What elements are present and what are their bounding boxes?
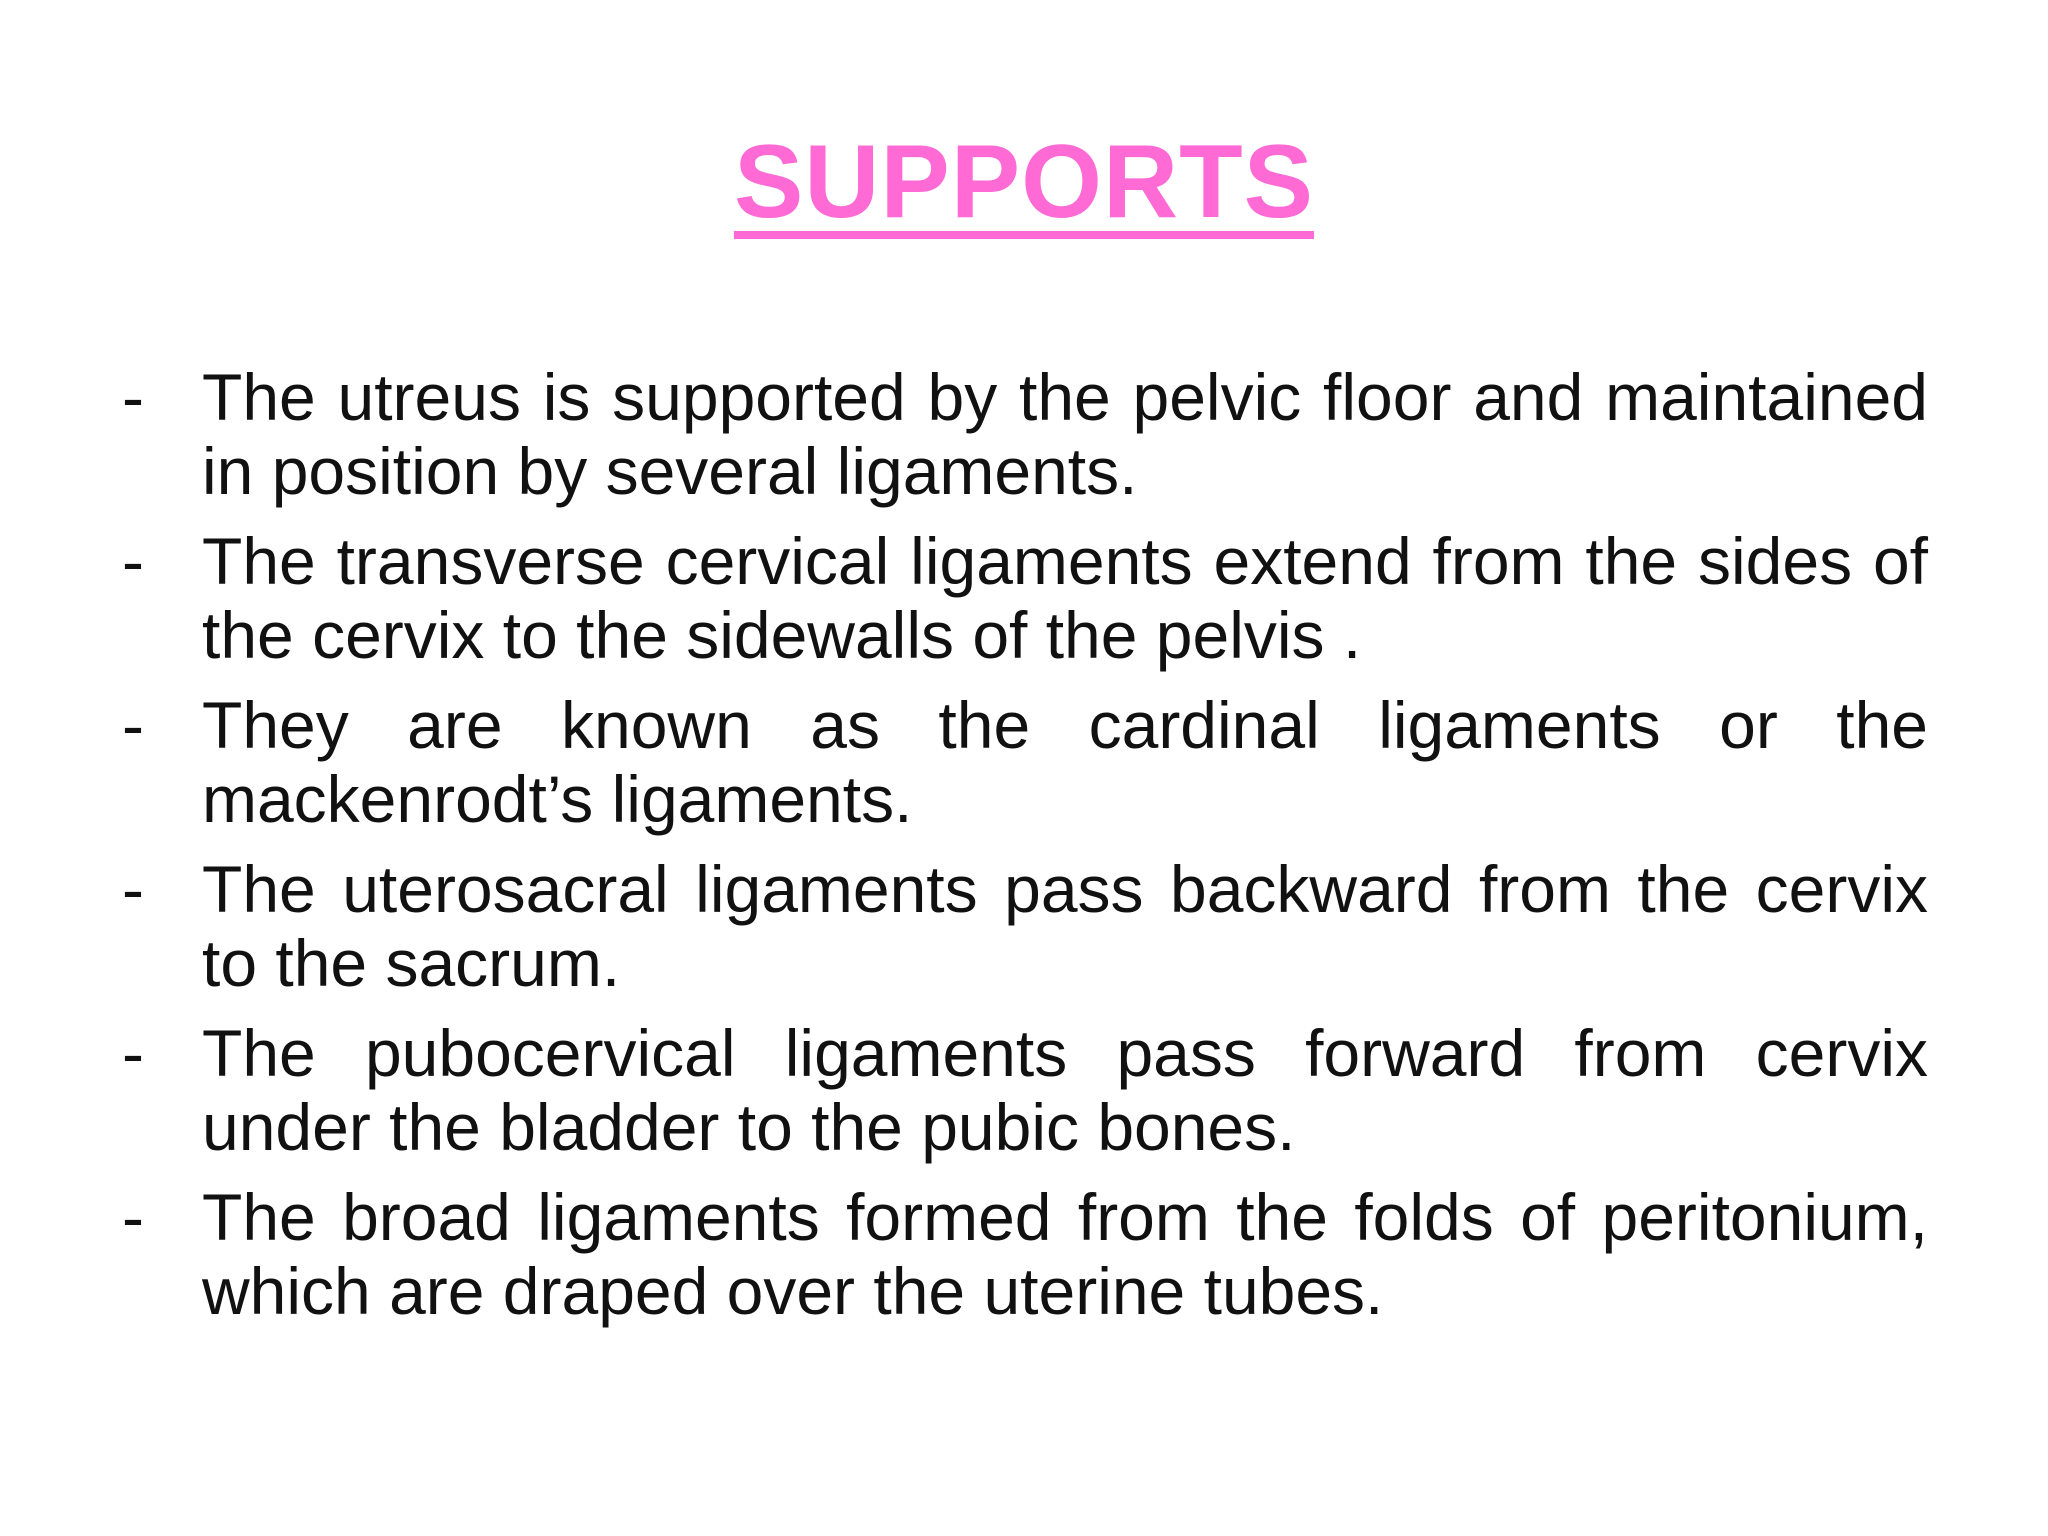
bullet-text: They are known as the cardinal ligaments or the mackenrodt’s ligaments.	[202, 688, 1928, 836]
bullet-text: The uterosacral ligaments pass backward from the cervix to the sacrum.	[202, 852, 1928, 1000]
bullet-item-4	[118, 852, 1928, 1000]
bullet-marker: -	[122, 360, 144, 434]
bullet-marker: -	[122, 524, 144, 598]
slide-title: SUPPORTS	[733, 124, 1315, 240]
bullet-item-3	[118, 688, 1928, 836]
bullet-marker: -	[122, 1016, 144, 1090]
bullet-item-6	[118, 1180, 1928, 1328]
bullet-marker: -	[122, 688, 144, 762]
bullet-text: The broad ligaments formed from the folds of peritonium, which are draped over the uterine tubes.	[202, 1180, 1928, 1328]
bullet-marker: -	[122, 1180, 144, 1254]
bullet-marker: -	[122, 852, 144, 926]
title-container	[0, 124, 2048, 240]
bullet-text: The utreus is supported by the pelvic floor and maintained in position by several ligaments.	[202, 360, 1928, 508]
bullet-item-2	[118, 524, 1928, 672]
bullet-text: The transverse cervical ligaments extend from the sides of the cervix to the sidewalls of the pelvis .	[202, 524, 1928, 672]
bullet-item-5	[118, 1016, 1928, 1164]
bullet-item-1	[118, 360, 1928, 508]
bullet-list	[118, 360, 1928, 1344]
bullet-text: The pubocervical ligaments pass forward from cervix under the bladder to the pubic bones.	[202, 1016, 1928, 1164]
